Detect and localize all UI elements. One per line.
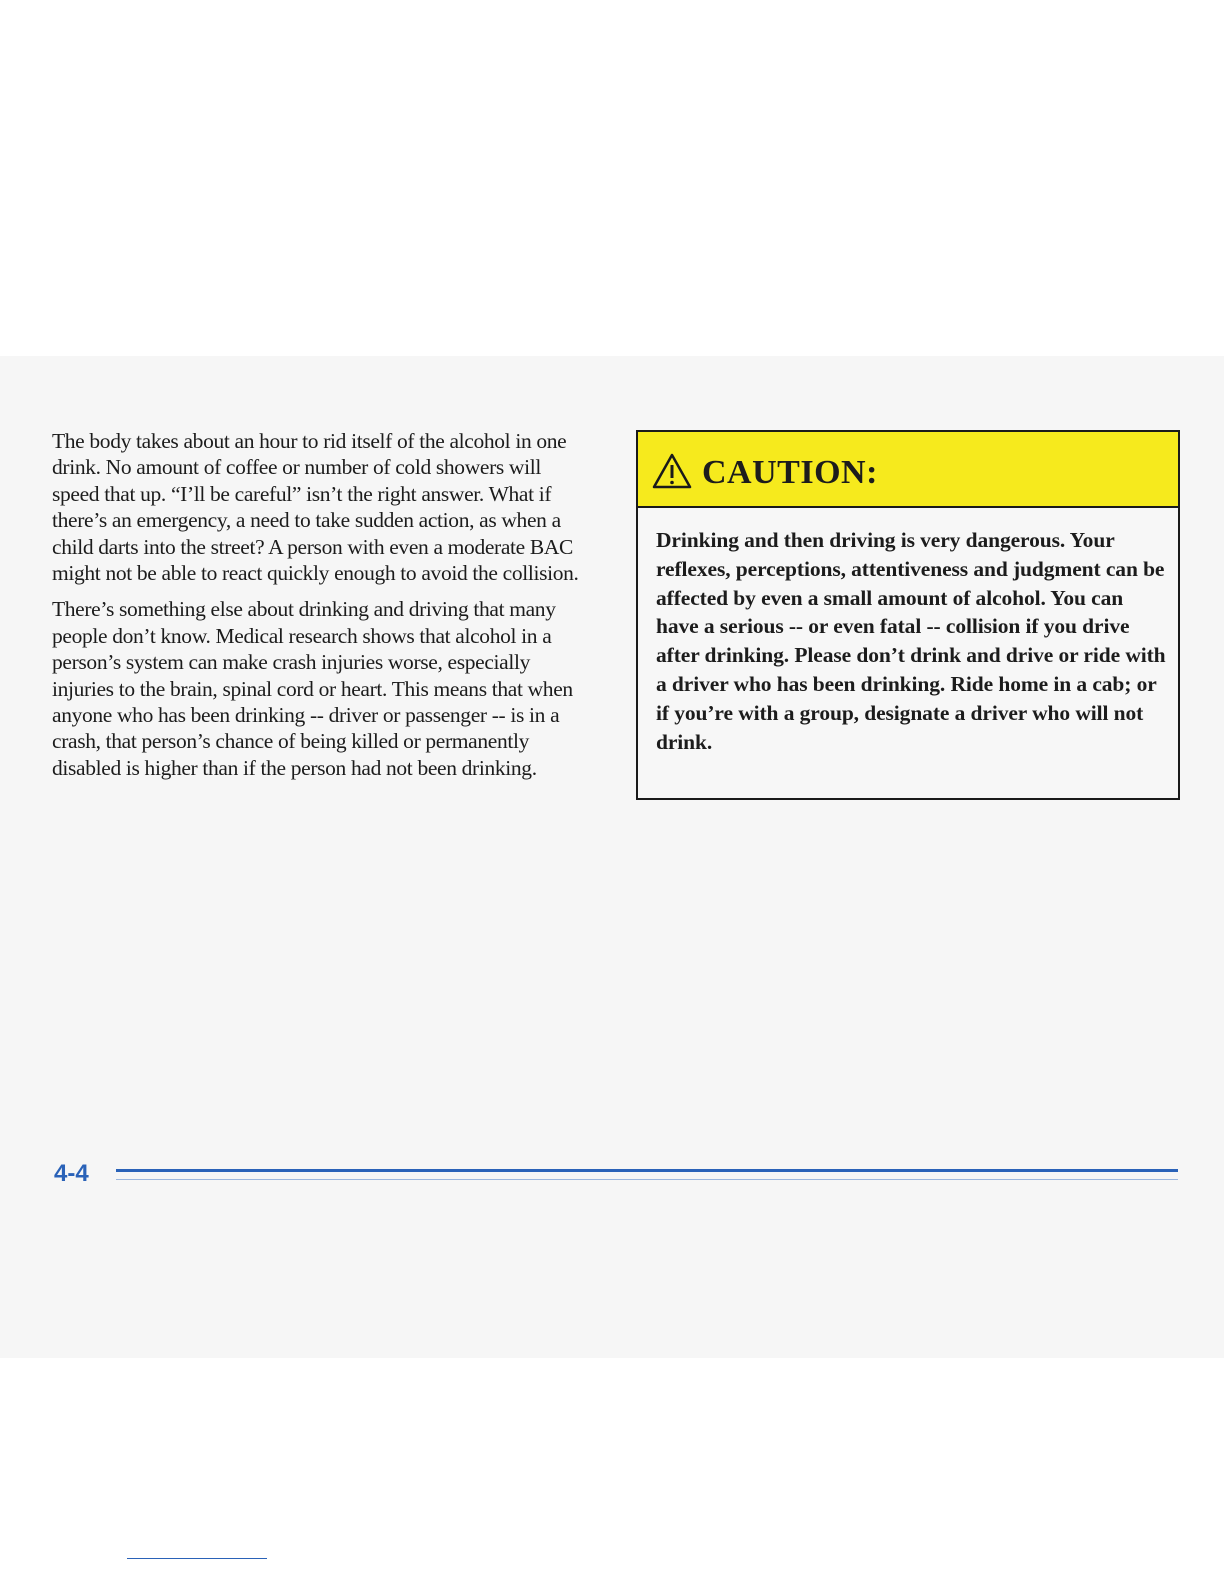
paragraph-alcohol-elimination: The body takes about an hour to rid itself of the alcohol in one drink. No amount of coffee or number of cold showers will speed that up. “I’ll be careful” isn’t the right answer. What if there’s an emergency, a need to take sudden action, as when a child darts into the street? A person with even a moderate BAC might not be able to react quickly enough to avoid the collision. — [52, 429, 579, 586]
paragraph-crash-injuries: There’s something else about drinking and driving that many people don’t know. Medical research shows that alcohol in a person’s system can make crash injuries worse, especially injuries to the brain, spinal cord or heart. This means that when anyone who has been drinking -- driver or passenger -- is in a crash, that person’s chance of being killed or permanently disabled is higher than if the person had not been drinking. — [52, 597, 573, 780]
caution-body-text: Drinking and then driving is very dangerous. Your reflexes, perceptions, attentiveness and judgment can be affected by even a small amount of alcohol. You can have a serious -- or even fatal -- collision if you drive after drinking. Please don’t drink and drive or ride with a driver who has been drinking. Ride home in a cab; or if you’re with a group, designate a driver who will not drink. — [656, 528, 1166, 754]
caution-header — [638, 432, 1178, 508]
footer-rule — [116, 1169, 1178, 1172]
warning-triangle-icon — [652, 453, 692, 489]
caution-title: CAUTION: — [702, 454, 878, 491]
body-text-column — [52, 428, 592, 791]
page-number: 4-4 — [54, 1160, 89, 1187]
footer-rule-thin — [116, 1179, 1178, 1180]
bottom-mark-line — [127, 1558, 267, 1559]
caution-box — [636, 430, 1180, 800]
